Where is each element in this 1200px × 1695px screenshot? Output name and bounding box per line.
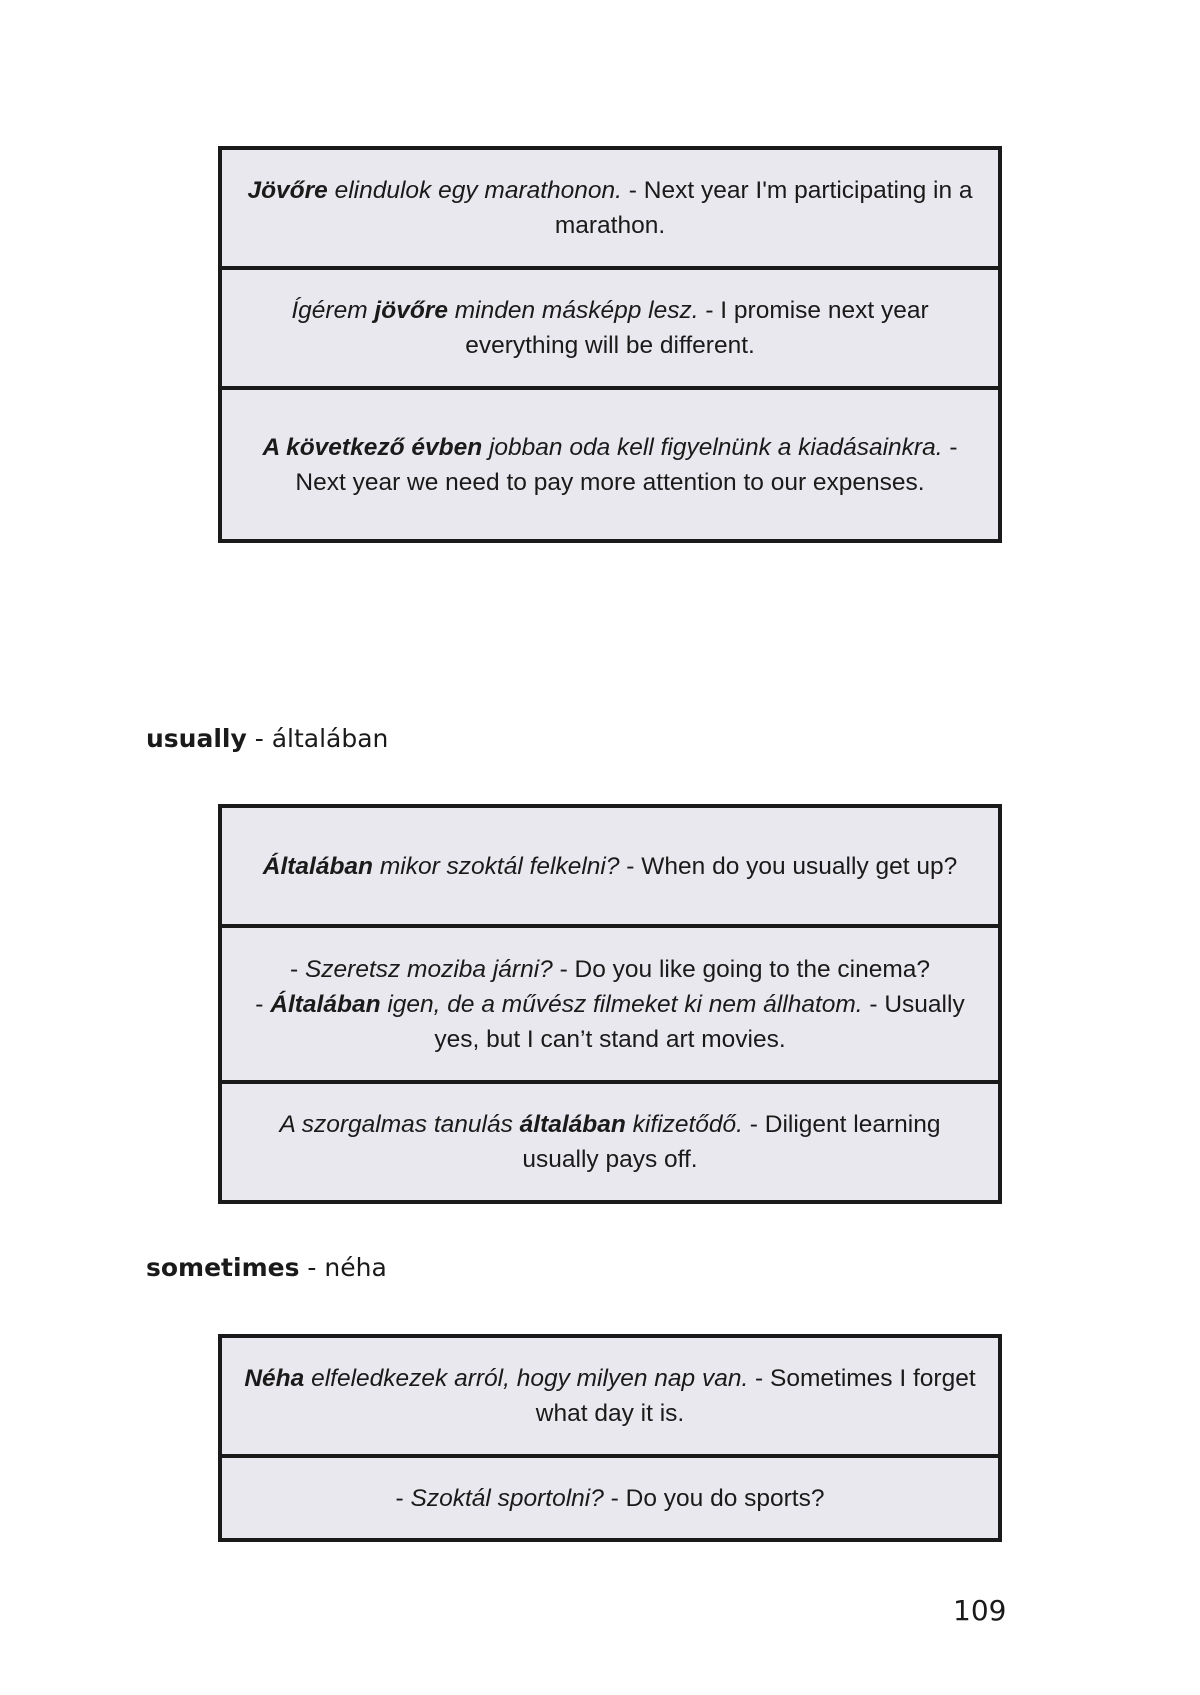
example-text [244,293,976,363]
keyword: Általában [262,852,374,880]
english-translation: - Do you like going to the cinema? [552,955,931,983]
english-translation: - When do you usually get up? [619,852,958,880]
keyword: Általában [270,990,381,1018]
examples-box-next-year [218,146,1002,543]
vocab-separator: - [246,724,272,753]
hungarian-sentence: mikor szoktál felkelni? [373,852,620,880]
dash: - [395,1484,411,1512]
english-translation: - Sometimes I forget what day it is. [535,1365,976,1427]
example-row [222,386,998,539]
example-text [244,1107,976,1177]
hungarian-sentence: Szeretsz moziba járni? [304,955,553,983]
example-row [222,924,998,1080]
vocab-translation: néha [324,1253,387,1282]
english-translation: - Diligent learning usually pays off. [522,1111,941,1173]
example-text [396,1481,825,1516]
example-text [244,952,976,1057]
example-text [244,173,976,243]
example-text [263,849,958,884]
english-translation: - Do you do sports? [603,1484,825,1512]
example-row [222,1454,998,1538]
keyword: általában [519,1111,626,1138]
dash: - [289,955,305,983]
examples-box-usually [218,804,1002,1204]
page-number: 109 [953,1594,1007,1627]
hungarian-sentence: jobban oda kell figyelnünk a kiadásainkra. [482,433,943,461]
hungarian-sentence: Ígérem [291,297,375,324]
example-row [222,808,998,924]
english-translation: - I promise next year everything will be different. [465,297,929,359]
example-row [222,266,998,386]
vocab-heading-sometimes [146,1253,387,1283]
vocab-word: usually [146,724,247,753]
hungarian-sentence: Szoktál sportolni? [410,1484,604,1512]
hungarian-sentence: A szorgalmas tanulás [279,1111,520,1138]
example-row [222,1338,998,1454]
keyword: A következő évben [262,433,483,461]
hungarian-sentence: minden másképp lesz. [447,297,699,324]
vocab-separator: - [299,1253,325,1282]
hungarian-sentence: igen, de a művész filmeket ki nem állhatom. [380,990,863,1018]
english-translation: - Usually yes, but I can’t stand art movies. [434,990,965,1053]
keyword: jövőre [374,297,448,324]
hungarian-sentence: elindulok egy marathonon. [327,177,622,204]
dash: - [255,990,271,1018]
keyword: Jövőre [247,177,328,204]
vocab-word: sometimes [146,1253,300,1282]
keyword: Néha [244,1365,305,1392]
english-translation: - Next year we need to pay more attention to our expenses. [295,433,958,496]
hungarian-sentence: kifizetődő. [625,1111,743,1138]
hungarian-sentence: elfeledkezek arról, hogy milyen nap van. [304,1365,749,1392]
example-text [244,430,976,500]
english-translation: - Next year I'm participating in a marathon. [554,177,973,239]
vocab-heading-usually [146,724,388,754]
example-text [244,1361,976,1431]
vocab-translation: általában [271,724,389,753]
examples-box-sometimes [218,1334,1002,1542]
example-row [222,150,998,266]
example-row [222,1080,998,1200]
